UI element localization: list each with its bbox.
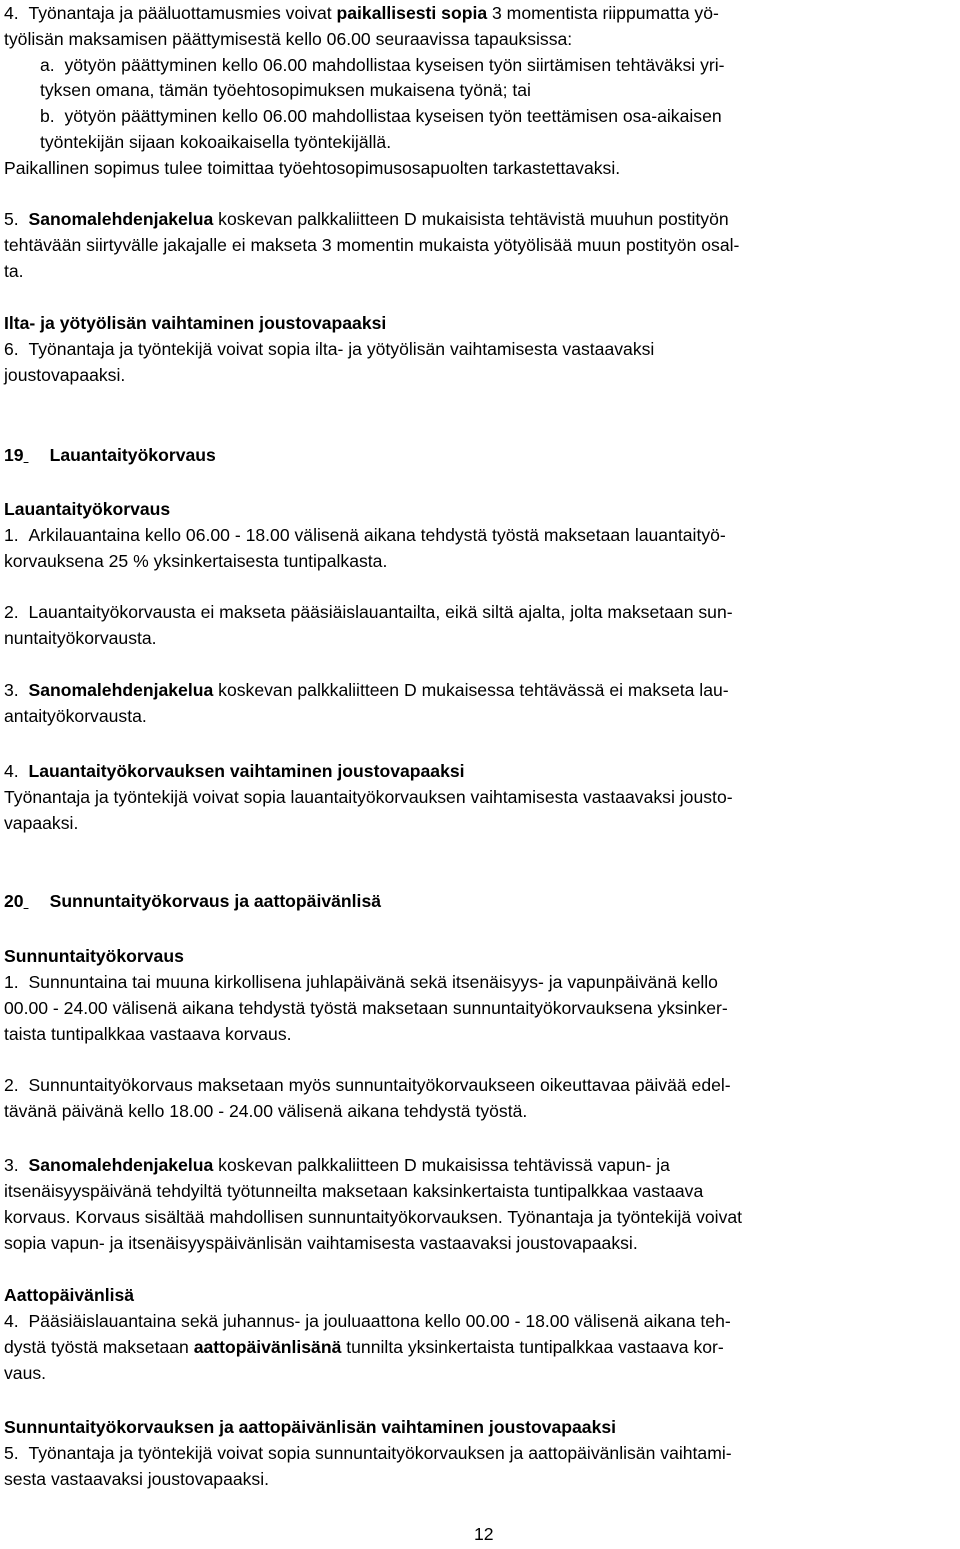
paragraph-1-line: 00.00 - 24.00 välisenä aikana tehdystä työstä maksetaan sunnuntaityökorvauksena yksinker- [4,998,728,1018]
page-number: 12 [474,1524,494,1544]
subheading-sunnuntaityokorvaus: Sunnuntaityökorvaus [4,946,184,966]
section-number: 19 [4,445,24,465]
section-title: Sunnuntaityökorvaus ja aattopäivänlisä [49,891,382,911]
paragraph-1-line: 1. Sunnuntaina tai muuna kirkollisena juhlapäivänä sekä itsenäisyys- ja vapunpäivänä kello [4,972,718,992]
paragraph-6-line: 6. Työnantaja ja työntekijä voivat sopia ilta- ja yötyölisän vaihtamisesta vastaavaksi [4,339,655,359]
section-number: 20 [4,891,24,911]
paragraph-2-line: nuntaityökorvausta. [4,628,157,648]
paragraph-line: Paikallinen sopimus tulee toimittaa työehtosopimusosapuolten tarkastettavaksi. [4,158,621,178]
paragraph-5-line: 5. Sanomalehdenjakelua koskevan palkkaliitteen D mukaisista tehtävistä muuhun postityön [4,209,729,229]
heading-underline-spacer [24,442,50,468]
subheading-vaihtaminen: Sunnuntaityökorvauksen ja aattopäivänlisän vaihtaminen joustovapaaksi [4,1417,617,1437]
paragraph-3-line: korvaus. Korvaus sisältää mahdollisen sunnuntaityökorvauksen. Työnantaja ja työntekijä voivat [4,1207,743,1227]
paragraph-4-line: 4. Työnantaja ja pääluottamusmies voivat paikallisesti sopia 3 momentista riippumatta yö- [4,3,719,23]
paragraph-5-line: 5. Työnantaja ja työntekijä voivat sopia sunnuntaityökorvauksen ja aattopäivänlisän vaihtami- [4,1443,732,1463]
subheading-ilta-yotyolisa: Ilta- ja yötyölisän vaihtaminen joustovapaaksi [4,313,387,333]
paragraph-1-line: taista tuntipalkkaa vastaava korvaus. [4,1024,292,1044]
section-heading-20 [4,888,381,914]
list-item-a-line: a. yötyön päättyminen kello 06.00 mahdollistaa kyseisen työn siirtämisen tehtäväksi yri- [40,55,725,75]
paragraph-3-line: 3. Sanomalehdenjakelua koskevan palkkaliitteen D mukaisissa tehtävissä vapun- ja [4,1155,670,1175]
section-title: Lauantaityökorvaus [49,445,216,465]
list-item-b-line: työntekijän sijaan kokoaikaisella työntekijällä. [40,132,392,152]
paragraph-2-line: 2. Lauantaityökorvausta ei makseta pääsiäislauantailta, eikä siltä ajalta, jolta maksetaan sun- [4,602,733,622]
paragraph-3-line: sopia vapun- ja itsenäisyyspäivänlisän vaihtamisesta vastaavaksi joustovapaaksi. [4,1233,638,1253]
paragraph-2-line: tävänä päivänä kello 18.00 - 24.00 välisenä aikana tehdystä työstä. [4,1101,528,1121]
paragraph-6-line: joustovapaaksi. [4,365,126,385]
subheading-aattopaivanlisa: Aattopäivänlisä [4,1285,135,1305]
paragraph-4-line: dystä työstä maksetaan aattopäivänlisänä tunnilta yksinkertaista tuntipalkkaa vastaava kor- [4,1337,724,1357]
paragraph-4-line: vaus. [4,1363,47,1383]
paragraph-4-line: 4. Pääsiäislauantaina sekä juhannus- ja jouluaattona kello 00.00 - 18.00 välisenä aikana teh- [4,1311,731,1331]
paragraph-3-line: 3. Sanomalehdenjakelua koskevan palkkaliitteen D mukaisessa tehtävässä ei makseta lau- [4,680,729,700]
subheading-lauantaityokorvaus: Lauantaityökorvaus [4,499,171,519]
section-heading-19 [4,442,216,468]
paragraph-4-line: vapaaksi. [4,813,79,833]
paragraph-3-line: antaityökorvausta. [4,706,147,726]
paragraph-1-line: korvauksena 25 % yksinkertaisesta tuntipalkasta. [4,551,388,571]
paragraph-1-line: 1. Arkilauantaina kello 06.00 - 18.00 välisenä aikana tehdystä työstä maksetaan lauantaityö- [4,525,726,545]
list-item-a-line: tyksen omana, tämän työehtosopimuksen mukaisena työnä; tai [40,80,531,100]
paragraph-3-line: itsenäisyyspäivänä tehdyiltä työtunneilta maksetaan kaksinkertaista tuntipalkkaa vastaava [4,1181,704,1201]
paragraph-2-line: 2. Sunnuntaityökorvaus maksetaan myös sunnuntaityökorvaukseen oikeuttavaa päivää edel- [4,1075,731,1095]
list-item-b-line: b. yötyön päättyminen kello 06.00 mahdollistaa kyseisen työn teettämisen osa-aikaisen [40,106,722,126]
heading-underline-spacer [24,888,50,914]
paragraph-5-line: tehtävään siirtyvälle jakajalle ei makseta 3 momentin mukaista yötyölisää muun postityön osal- [4,235,740,255]
paragraph-4-line: Työnantaja ja työntekijä voivat sopia lauantaityökorvauksen vaihtamisesta vastaavaksi jousto- [4,787,733,807]
paragraph-4-line: työlisän maksamisen päättymisestä kello 06.00 seuraavissa tapauksissa: [4,29,573,49]
paragraph-5-line: sesta vastaavaksi joustovapaaksi. [4,1469,270,1489]
paragraph-5-line: ta. [4,261,24,281]
paragraph-4-heading: 4. Lauantaityökorvauksen vaihtaminen joustovapaaksi [4,761,465,781]
